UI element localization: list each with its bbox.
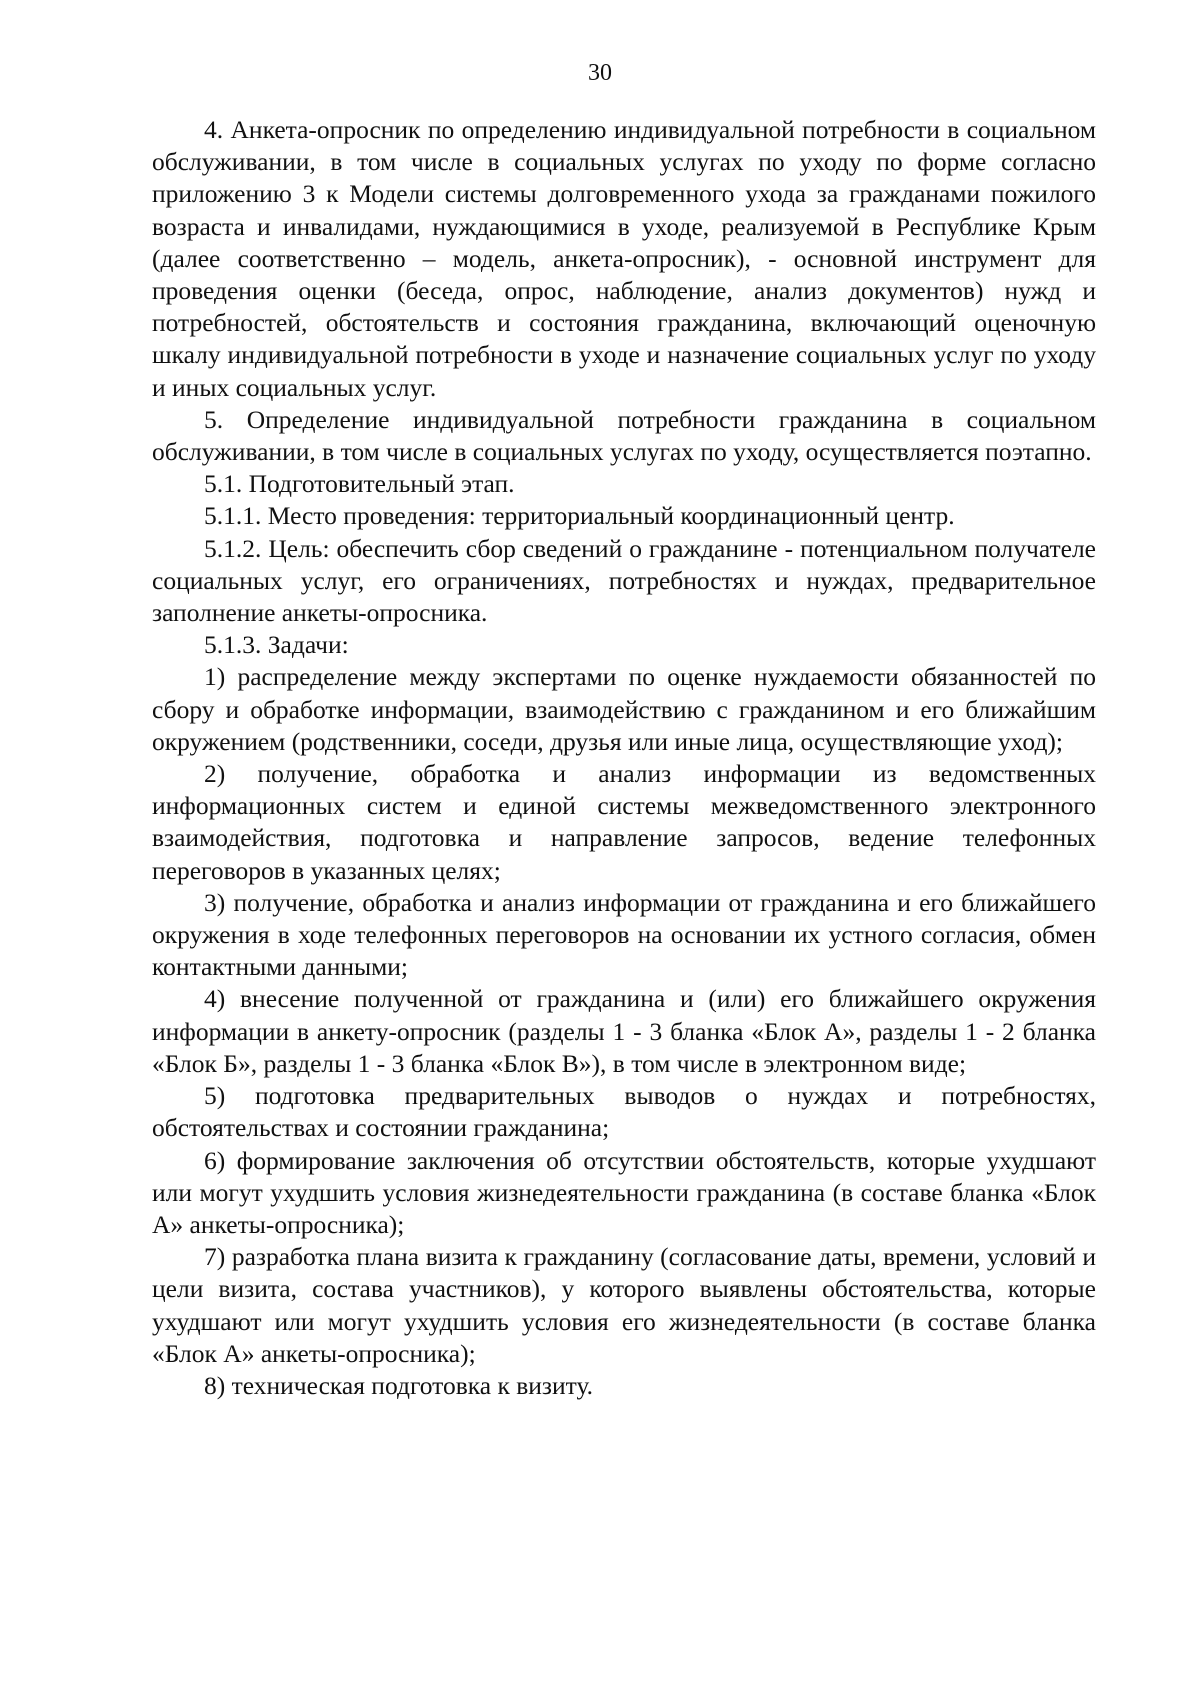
paragraph-5-determination: 5. Определение индивидуальной потребности гражданина в социальном обслуживании, в том числе в социальных услугах по уходу, осуществляется поэтапно. <box>152 404 1096 467</box>
task-item-3: 3) получение, обработка и анализ информации от гражданина и его ближайшего окружения в ходе телефонных переговоров на основании их устного согласия, обмен контактными данными; <box>152 887 1096 982</box>
paragraph-4-questionnaire: 4. Анкета-опросник по определению индивидуальной потребности в социальном обслуживании, в том числе в социальных услугах по уходу по форме согласно приложению 3 к Модели системы долговременного ухода за гражданами пожилого возраста и инвалидами, нуждающимися в уходе, реализуемой в Республике Крым (далее соответственно – модель, анкета-опросник), - основной инструмент для проведения оценки (беседа, опрос, наблюдение, анализ документов) нужд и потребностей, обстоятельств и состояния гражданина, включающий оценочную шкалу индивидуальной потребности в уходе и назначение социальных услуг по уходу и иных социальных услуг. <box>152 115 1096 402</box>
paragraph-5-1-2-goal: 5.1.2. Цель: обеспечить сбор сведений о гражданине - потенциальном получателе социальных услуг, его ограничениях, потребностях и нуждах, предварительное заполнение анкеты-опросника. <box>152 533 1096 628</box>
document-body <box>152 114 1096 1402</box>
task-item-6: 6) формирование заключения об отсутствии обстоятельств, которые ухудшают или могут ухудшить условия жизнедеятельности гражданина (в составе бланка «Блок А» анкеты-опросника); <box>152 1145 1096 1239</box>
page-number: 30 <box>588 60 612 86</box>
paragraph-5-1-preparatory-stage: 5.1. Подготовительный этап. <box>204 469 515 499</box>
task-item-1: 1) распределение между экспертами по оценке нуждаемости обязанностей по сбору и обработке информации, взаимодействию с гражданином и его ближайшим окружением (родственники, соседи, друзья или иные лица, осуществляющие уход); <box>152 662 1096 756</box>
task-item-4: 4) внесение полученной от гражданина и (или) его ближайшего окружения информации в анкету-опросник (разделы 1 - 3 бланка «Блок А», разделы 1 - 2 бланка «Блок Б», разделы 1 - 3 бланка «Блок В»), в том числе в электронном виде; <box>152 984 1096 1078</box>
task-item-2: 2) получение, обработка и анализ информации из ведомственных информационных систем и единой системы межведомственного электронного взаимодействия, подготовка и направление запросов, ведение телефонных переговоров в указанных целях; <box>152 759 1096 885</box>
task-item-7: 7) разработка плана визита к гражданину (согласование даты, времени, условий и цели визита, состава участников), у которого выявлены обстоятельства, которые ухудшают или могут ухудшить условия его жизнедеятельности (в составе бланка «Блок А» анкеты-опросника); <box>152 1242 1096 1368</box>
paragraph-5-1-3-tasks: 5.1.3. Задачи: <box>204 630 349 660</box>
task-item-5: 5) подготовка предварительных выводов о нуждах и потребностях, обстоятельствах и состоянии гражданина; <box>152 1081 1096 1143</box>
paragraph-5-1-1-location: 5.1.1. Место проведения: территориальный координационный центр. <box>204 501 955 531</box>
task-item-8: 8) техническая подготовка к визиту. <box>204 1370 594 1400</box>
